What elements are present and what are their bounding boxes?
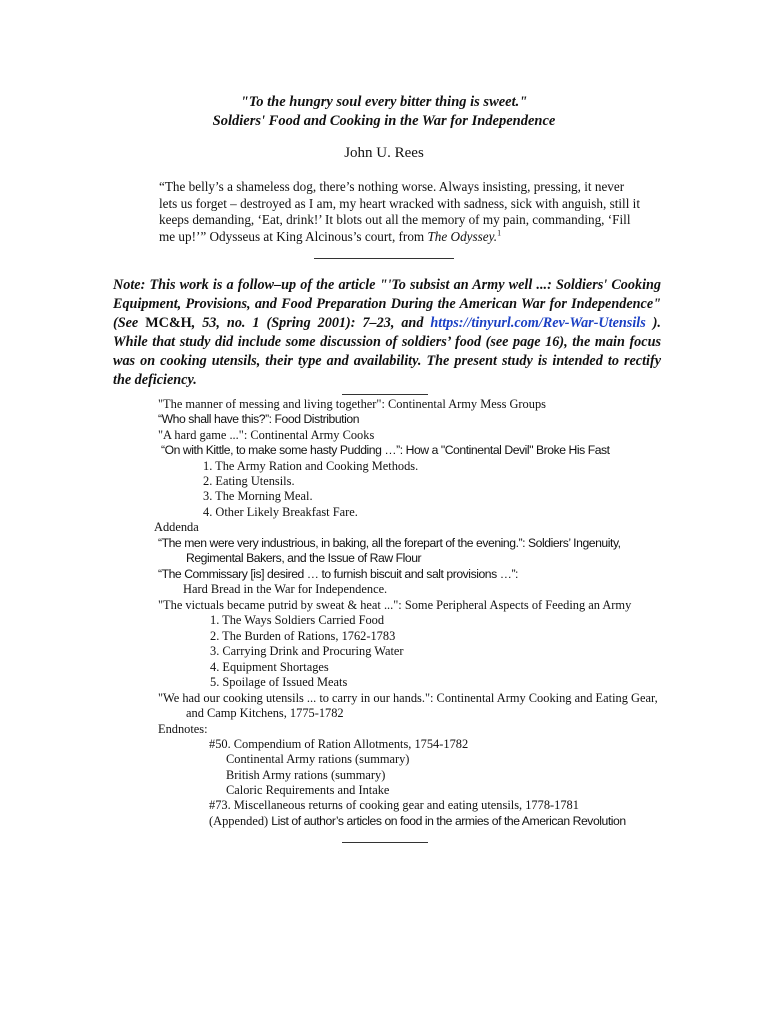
toc-subentry: 1. The Army Ration and Cooking Methods. — [203, 459, 419, 473]
toc-entry: "A hard game ...": Continental Army Cooks — [158, 428, 375, 442]
epigraph-line: me up!’” Odysseus at King Alcinous’s court, from — [159, 228, 428, 244]
article-link[interactable]: https://tinyurl.com/Rev-War-Utensils — [430, 315, 646, 331]
toc-subentry: 2. The Burden of Rations, 1762-1783 — [210, 629, 396, 643]
toc-entry: “Who shall have this?”: Food Distribution — [158, 412, 360, 426]
endnote-subentry: Caloric Requirements and Intake — [226, 783, 390, 797]
epigraph-line: lets us forget – destroyed as I am, my heart wracked with sadness, sick with anguish, still it — [159, 195, 641, 211]
endnote-entry: #73. Miscellaneous returns of cooking gear and eating utensils, 1778-1781 — [209, 798, 579, 812]
endnotes-label: Endnotes: — [158, 722, 208, 736]
toc-entry: “The Commissary [is] desired … to furnish biscuit and salt provisions …”: — [158, 567, 518, 581]
appended-title: List of author’s articles on food in the armies of the American Revolution — [271, 814, 626, 828]
title-line-1: "To the hungry soul every bitter thing is sweet." — [240, 94, 528, 110]
divider — [342, 842, 428, 843]
epigraph-line: keeps demanding, ‘Eat, drink!’ It blots out all the memory of my pain, commanding, ‘Fill — [159, 212, 631, 227]
note-text: , 53, no. 1 (Spring 2001): 7–23, and — [191, 315, 431, 331]
footnote-marker: 1 — [497, 228, 502, 238]
epigraph-line: “The belly’s a shameless dog, there’s nothing worse. Always insisting, pressing, it never — [159, 179, 625, 194]
toc-entry-cont: Regimental Bakers, and the Issue of Raw Flour — [186, 551, 422, 565]
toc-entry: "The manner of messing and living together": Continental Army Mess Groups — [158, 397, 546, 411]
appended-prefix: (Appended) — [209, 814, 272, 828]
endnote-entry: #50. Compendium of Ration Allotments, 1754-1782 — [209, 737, 469, 751]
toc-entry-cont: Hard Bread in the War for Independence. — [183, 582, 388, 596]
journal-abbrev: MC&H — [145, 315, 192, 331]
addenda-label: Addenda — [154, 520, 199, 534]
note-paragraph — [113, 276, 661, 390]
toc-entry-cont: and Camp Kitchens, 1775-1782 — [186, 706, 344, 720]
divider — [314, 258, 454, 259]
toc-entry: “On with Kittle, to make some hasty Pudding …”: How a "Continental Devil" Broke His Fast — [161, 443, 610, 457]
author-name: John U. Rees — [344, 145, 424, 161]
book-title: The Odyssey. — [427, 228, 498, 244]
toc-subentry: 1. The Ways Soldiers Carried Food — [210, 613, 385, 627]
appended-entry — [209, 814, 626, 829]
toc-entry: "We had our cooking utensils ... to carry in our hands.": Continental Army Cooking and Eating Gear, — [158, 691, 658, 705]
title-line-2: Soldiers' Food and Cooking in the War for Independence — [212, 113, 556, 129]
toc-subentry: 2. Eating Utensils. — [203, 474, 295, 488]
note-text: Note: This work is a follow–up of the article "'To subsist an Army well ...: Soldiers' Cooking Equipment, Provisions, and Food Preparation During the American War for Independence" (See — [113, 277, 661, 331]
toc-subentry: 3. Carrying Drink and Procuring Water — [210, 644, 404, 658]
endnote-subentry: British Army rations (summary) — [226, 768, 386, 782]
toc-subentry: 3. The Morning Meal. — [203, 489, 313, 503]
toc-subentry: 5. Spoilage of Issued Meats — [210, 675, 348, 689]
toc-subentry: 4. Equipment Shortages — [210, 660, 329, 674]
note-text: ). While that study did include some discussion of soldiers’ food (see page 16), the main focus was on cooking utensils, their type and availability. The present study is intended to rectify the deficiency. — [113, 315, 661, 388]
toc-subentry: 4. Other Likely Breakfast Fare. — [203, 505, 358, 519]
divider — [342, 394, 428, 395]
toc-entry: “The men were very industrious, in baking, all the forepart of the evening.”: Soldiers’ Ingenuity, — [158, 536, 621, 550]
epigraph — [159, 179, 679, 245]
toc-entry: "The victuals became putrid by sweat & heat ...": Some Peripheral Aspects of Feeding an Army — [158, 598, 632, 612]
endnote-subentry: Continental Army rations (summary) — [226, 752, 410, 766]
